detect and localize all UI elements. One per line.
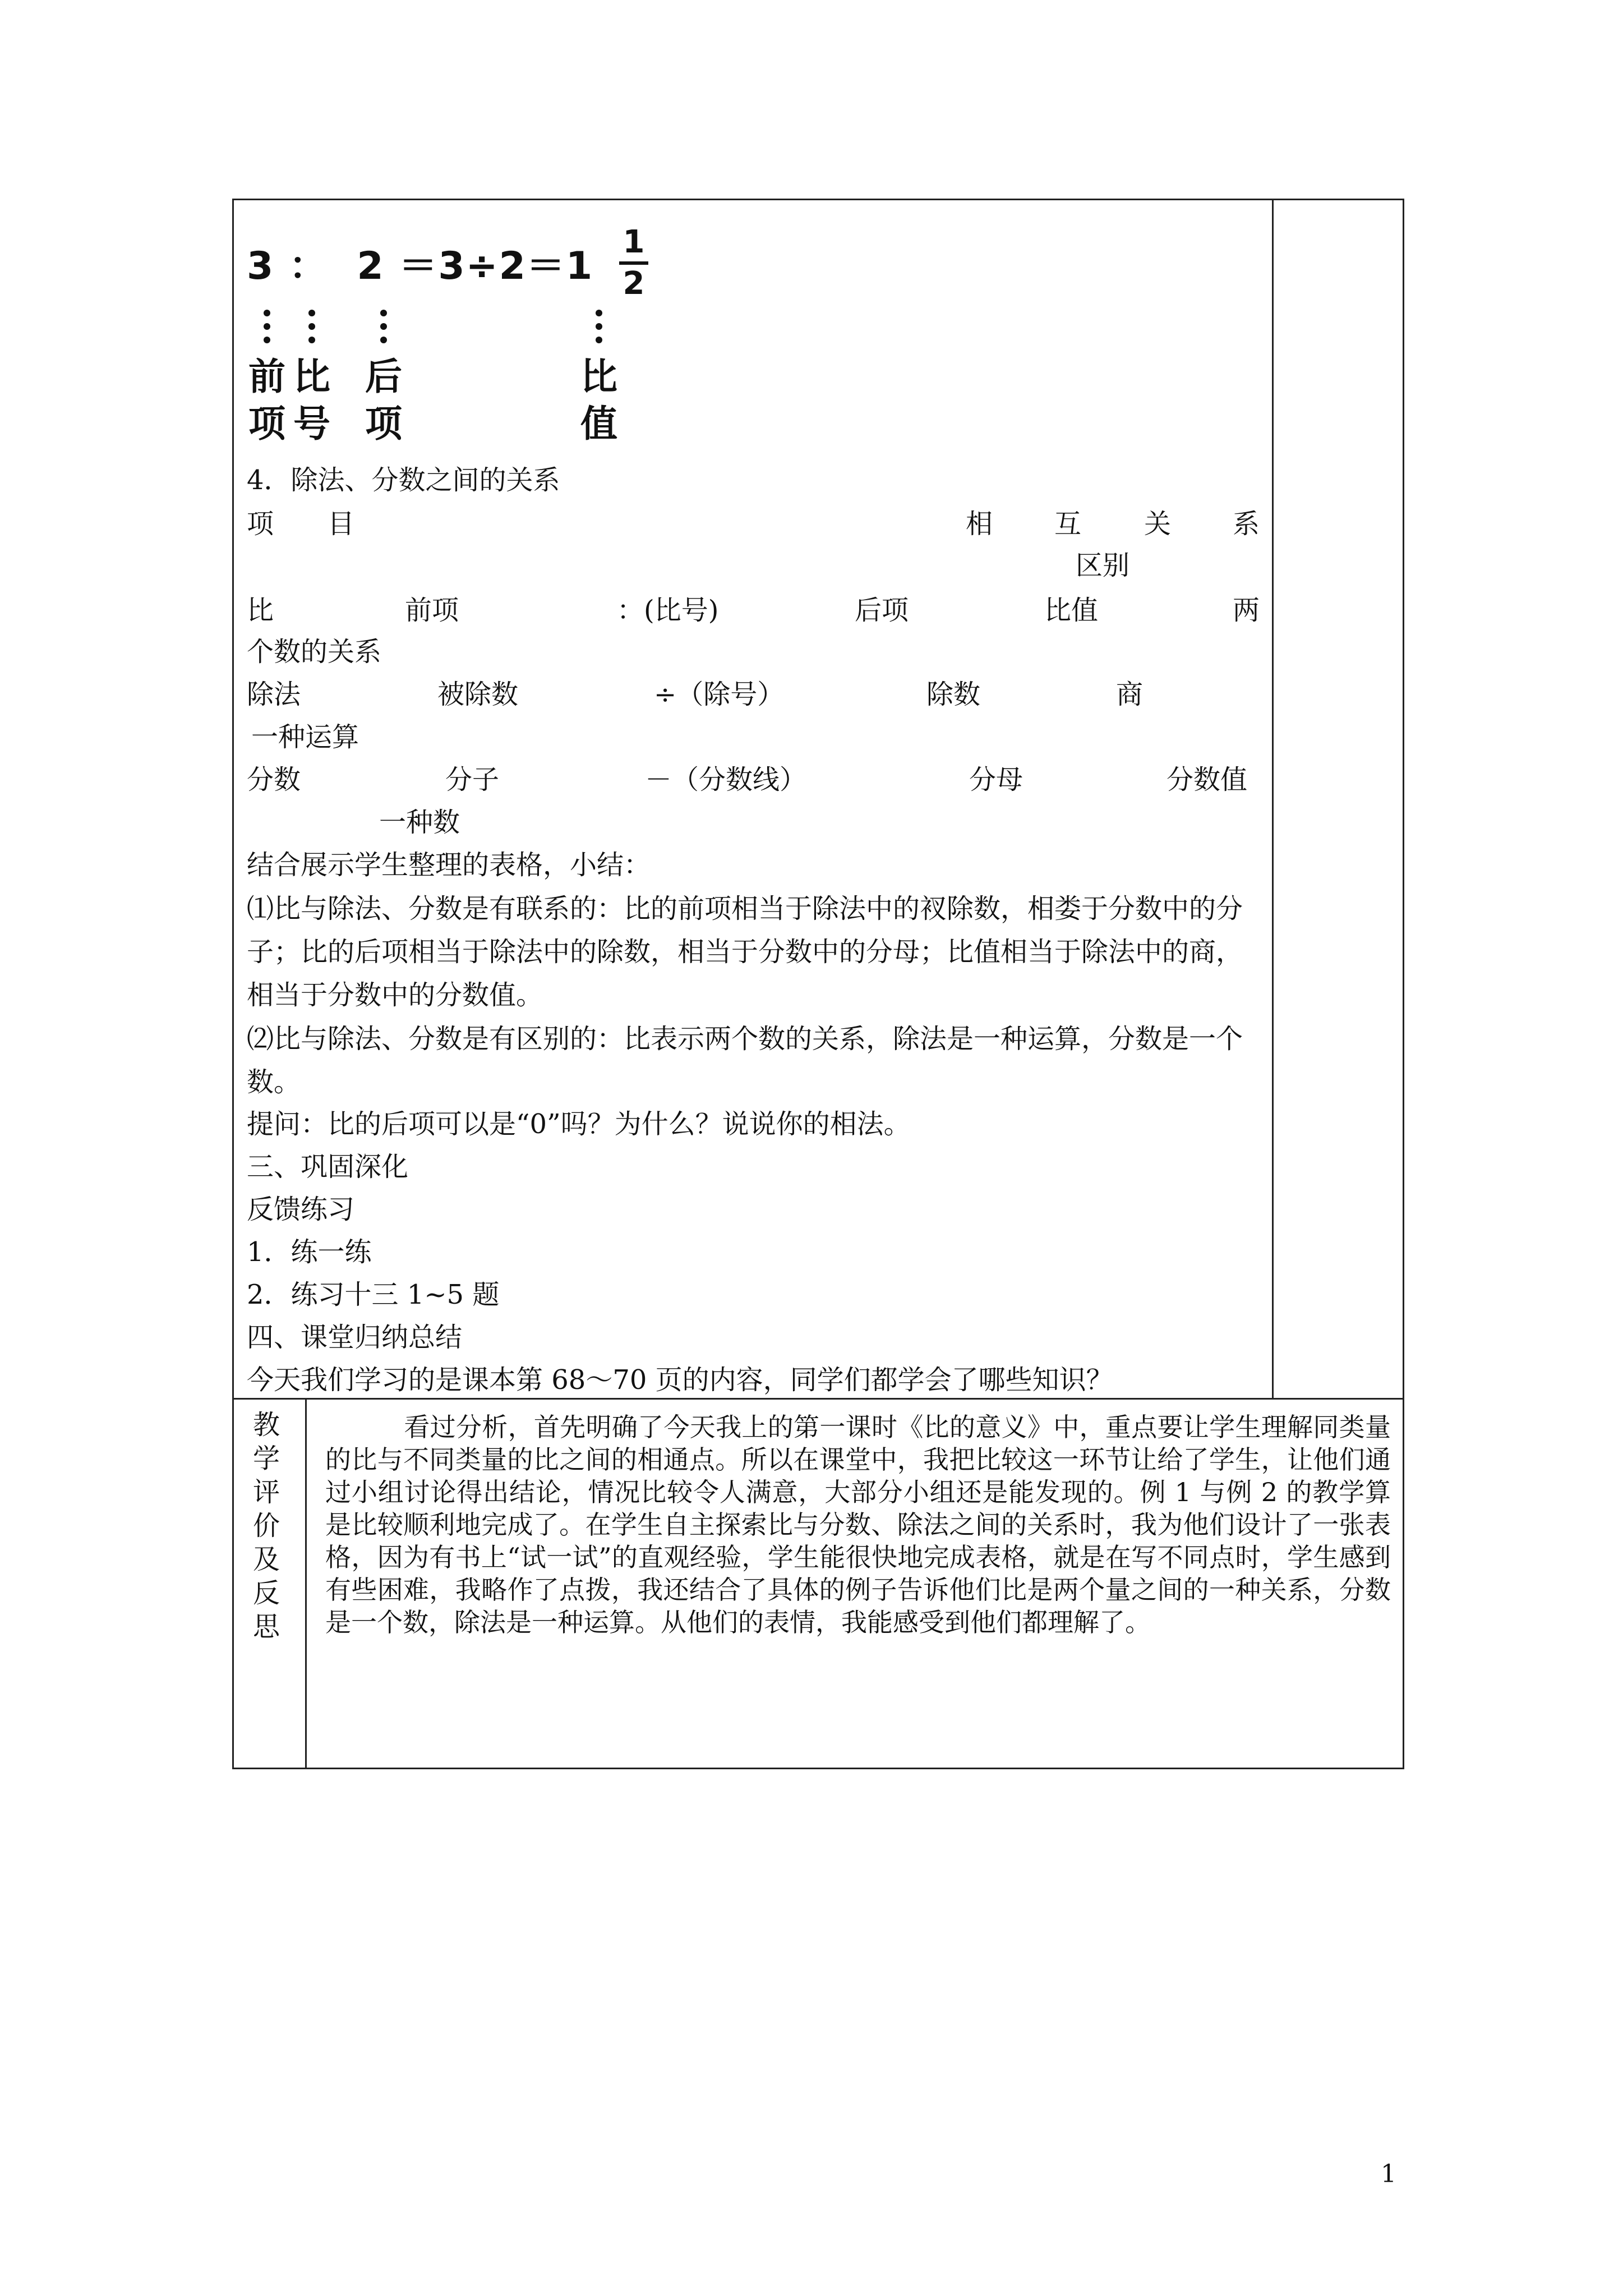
label-back-term: 后项 — [365, 355, 402, 445]
summary-point-2: ⑵比与除法、分数是有区别的：比表示两个数的关系，除法是一种运算，分数是一个数。 — [247, 1023, 1243, 1098]
ratio-fraction — [617, 224, 651, 302]
row-fraction-b: 分母 — [969, 764, 1023, 795]
row-fraction-op: －（分数线） — [645, 764, 807, 795]
row-ratio-b: 后项 — [855, 595, 909, 626]
reflection-label-char: 价 — [252, 1510, 280, 1542]
row-ratio-rel: 个数的关系 — [247, 636, 382, 668]
exercise-2: 2．练习十三 1~5 题 — [247, 1279, 500, 1310]
reflection-label-char: 反 — [252, 1577, 280, 1609]
exercise-1: 1．练一练 — [247, 1236, 372, 1268]
reflection-label-char: 评 — [252, 1476, 280, 1508]
row-ratio-rel-tail: 两 — [1233, 595, 1260, 626]
section3-title: 三、巩固深化 — [247, 1151, 409, 1182]
fraction-numerator: 1 — [623, 224, 645, 260]
label-ratio-value: 比值 — [580, 355, 617, 445]
label-front-term: 前项 — [248, 355, 285, 445]
reflection-label-divider — [305, 1398, 307, 1769]
summary-intro: 结合展示学生整理的表格，小结： — [247, 849, 651, 881]
summary-point-1: ⑴比与除法、分数是有联系的：比的前项相当于除法中的衩除数，相娄于分数中的分子；比的后项相当于除法中的除数，相当于分数中的分母；比值相当于除法中的商，相当于分数中的分数值。 — [247, 893, 1243, 1011]
section4b-title: 四、课堂归纳总结 — [247, 1322, 463, 1353]
row-fraction-result: 分数值 — [1166, 764, 1248, 795]
table-header-rel-1: 相 — [966, 508, 993, 540]
feedback-title: 反馈练习 — [247, 1194, 355, 1225]
dots-sign — [308, 310, 315, 350]
row-fraction-name: 分数 — [247, 764, 301, 795]
row-ratio-result: 比值 — [1044, 595, 1099, 626]
page-number: 1 — [1381, 2160, 1396, 2188]
dots-back — [380, 310, 387, 350]
question: 提问：比的后项可以是“0”吗？为什么？说说你的相法。 — [247, 1108, 911, 1140]
row-division-op: ÷（除号） — [654, 679, 785, 710]
row-ratio-a: 前项 — [405, 595, 459, 626]
table-header-item: 项 目 — [247, 508, 355, 540]
row-division-a: 被除数 — [437, 679, 519, 710]
right-column-divider — [1272, 199, 1274, 1399]
closing-line: 今天我们学习的是课本第 68～70 页的内容，同学们都学会了哪些知识？ — [247, 1364, 1113, 1396]
row-ratio-op: ：(比号) — [617, 595, 719, 626]
row-division-result: 商 — [1116, 679, 1144, 710]
section4-title: 4．除法、分数之间的关系 — [247, 464, 560, 496]
table-header-rel-2: 互 — [1054, 508, 1082, 540]
reflection-label — [236, 1408, 297, 1644]
row-fraction-rel: 一种数 — [379, 807, 460, 838]
row-division-name: 除法 — [247, 679, 301, 710]
reflection-text — [325, 1411, 1391, 1639]
table-header-diff: 区别 — [1076, 550, 1130, 581]
reflection-label-char: 学 — [252, 1443, 280, 1474]
reflection-label-char: 及 — [252, 1544, 280, 1575]
reflection-label-char: 思 — [252, 1611, 280, 1642]
ratio-formula — [247, 224, 751, 460]
row-division-b: 除数 — [926, 679, 981, 710]
label-ratio-sign: 比号 — [293, 355, 330, 445]
table-header-rel-4: 系 — [1233, 508, 1260, 540]
row-divider — [232, 1398, 1404, 1400]
row-ratio-name: 比 — [247, 595, 274, 626]
row-division-rel: 一种运算 — [251, 721, 359, 753]
ratio-equation: 3 ： 2 ＝3÷2＝1 — [247, 244, 594, 288]
fraction-bar — [619, 261, 648, 265]
dots-front — [264, 310, 270, 350]
table-header-rel-3: 关 — [1144, 508, 1172, 540]
reflection-body: 看过分析，首先明确了今天我上的第一课时《比的意义》中，重点要让学生理解同类量的比与不同类量的比之间的相通点。所以在课堂中，我把比较这一环节让给了学生，让他们通过小组讨论得出结论，情况比较令人满意，大部分小组还是能发现的。例 1 与例 2 的教学算是比较顺利地完成了。在学生自主探索比与分数、除法之间的关系时，我为他们设计了一张表格，因为有书上“试一试”的直观经验，学生能很快地完成表格，就是在写不同点时，学生感到有些困难，我略作了点拨，我还结合了具体的例子告诉他们比是两个量之间的一种关系，分数是一个数，除法是一种运算。从他们的表情，我能感受到他们都理解了。 — [325, 1412, 1391, 1637]
fraction-denominator: 2 — [623, 265, 645, 302]
dots-value — [596, 310, 602, 350]
row-fraction-a: 分子 — [445, 764, 500, 795]
reflection-label-char: 教 — [252, 1409, 280, 1441]
